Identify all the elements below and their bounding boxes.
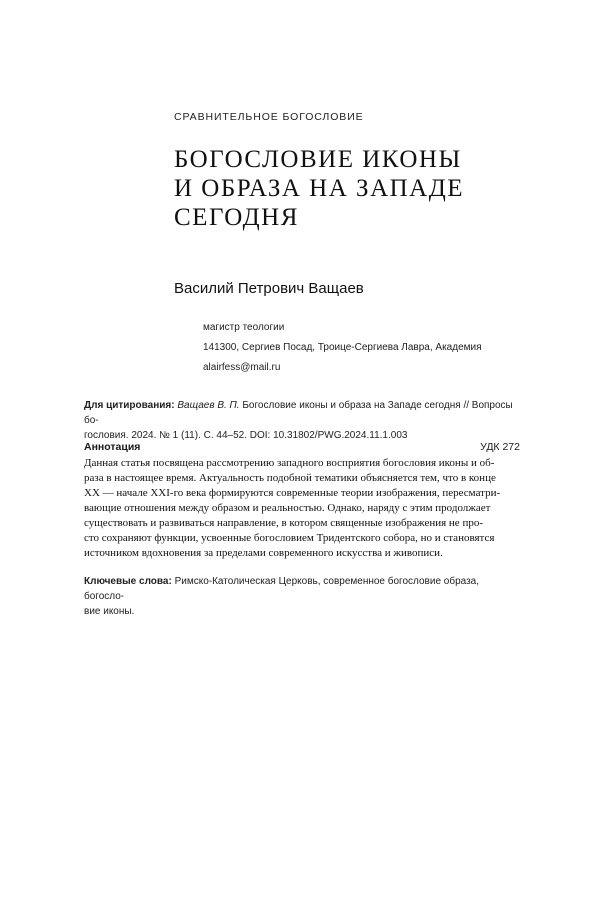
- article-title: [174, 145, 554, 232]
- author-affiliation: [203, 318, 482, 378]
- keywords-text: Римско-Католическая Церковь, современное богословие образа, богосло-: [84, 576, 480, 602]
- author-name: Василий Петрович Ващаев: [174, 280, 364, 297]
- abstract-body: [84, 456, 520, 561]
- keywords-block: [84, 574, 520, 619]
- citation-block: [84, 398, 520, 443]
- title-line: БОГОСЛОВИЕ ИКОНЫ: [174, 146, 462, 173]
- citation-line-1: [84, 398, 520, 428]
- citation-label: Для цитирования:: [84, 400, 175, 411]
- citation-author: Ващаев В. П.: [177, 400, 240, 411]
- author-address: 141300, Сергиев Посад, Троице-Сергиева Лавра, Академия: [203, 342, 482, 353]
- abstract-line: XX — начале XXI-го века формируются современные теории изображения, пересматри-: [84, 487, 501, 499]
- title-line: И ОБРАЗА НА ЗАПАДЕ: [174, 175, 465, 202]
- title-line: СЕГОДНЯ: [174, 204, 299, 231]
- abstract-heading: Аннотация: [84, 441, 141, 453]
- citation-line-2: гословия. 2024. № 1 (11). С. 44–52. DOI: 10.31802/PWG.2024.11.1.003: [84, 430, 408, 441]
- keywords-line-2: вие иконы.: [84, 606, 135, 617]
- abstract-line: раза в настоящее время. Актуальность подобной тематики объясняется тем, что в конце: [84, 472, 496, 484]
- udc-code: УДК 272: [480, 441, 520, 453]
- abstract-line: существовать и развиваться направление, в котором священные изображения не про-: [84, 517, 483, 529]
- abstract-header: [84, 441, 520, 453]
- keywords-label: Ключевые слова:: [84, 576, 172, 587]
- abstract-line: сто сохраняют функции, усвоенные богословием Тридентского собора, но и становятся: [84, 532, 495, 544]
- citation-text: Богословие иконы и образа на Западе сегодня // Вопросы бо-: [84, 400, 513, 426]
- abstract-line: источником вдохновения за пределами современного искусства и живописи.: [84, 547, 443, 559]
- abstract-line: Данная статья посвящена рассмотрению западного восприятия богословия иконы и об-: [84, 457, 495, 469]
- author-email: alairfess@mail.ru: [203, 362, 281, 373]
- abstract-line: вающие отношения между образом и реальностью. Однако, наряду с этим продолжает: [84, 502, 491, 514]
- author-degree: магистр теологии: [203, 322, 285, 333]
- section-label: СРАВНИТЕЛЬНОЕ БОГОСЛОВИЕ: [174, 111, 364, 123]
- keywords-line-1: [84, 574, 520, 604]
